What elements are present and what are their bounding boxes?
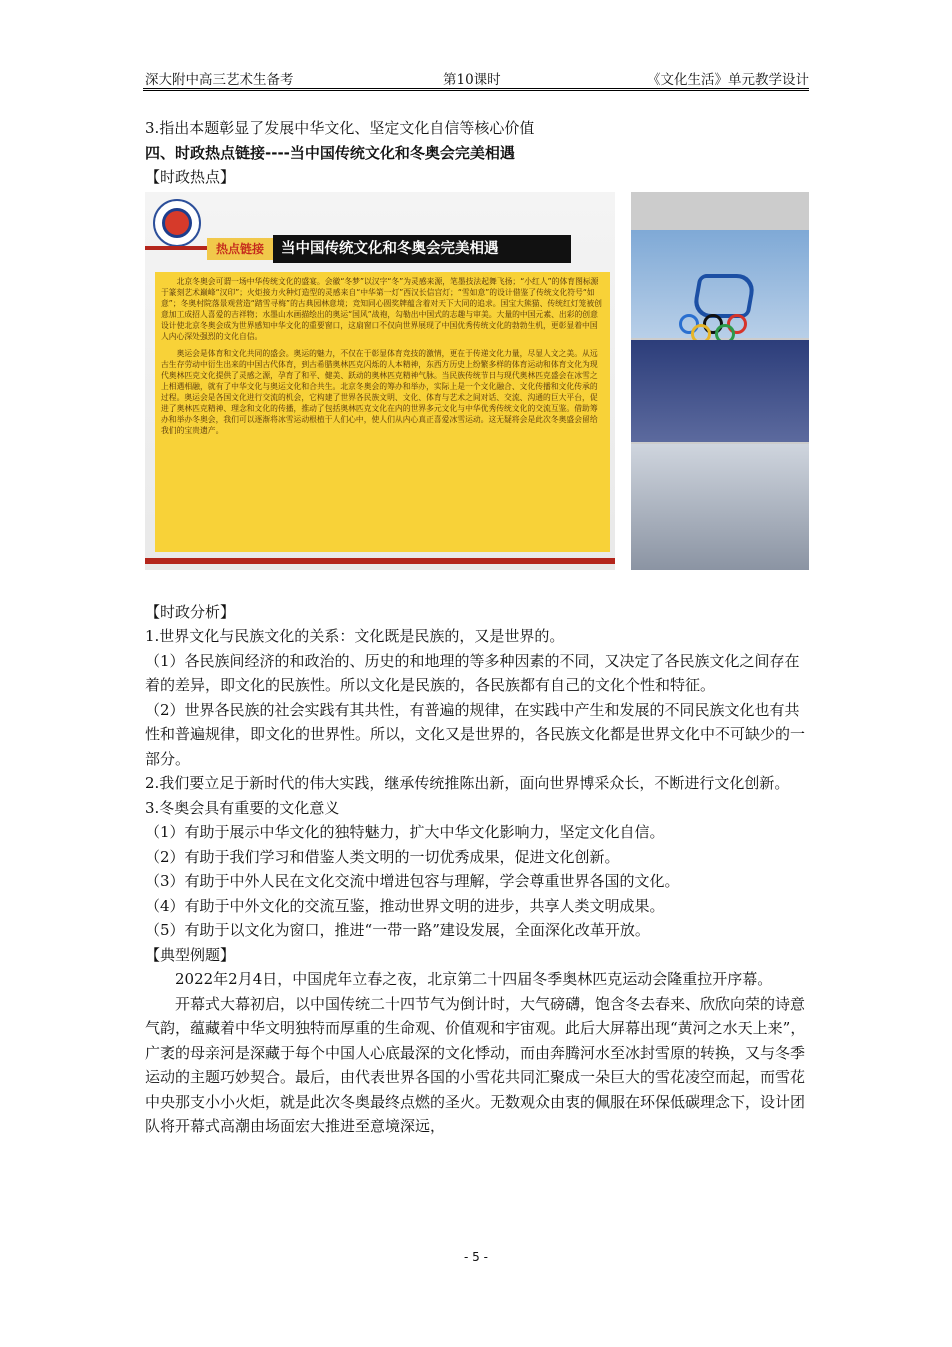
significance-item: （2）有助于我们学习和借鉴人类文明的一切优秀成果，促进文化创新。 [145,847,620,866]
decor-bottom-bar [145,558,615,564]
hot-link-tag: 热点链接 [207,238,273,260]
school-logo-icon [153,199,201,247]
header-left-text: 深大附中高三艺术生备考 [145,72,294,88]
example-paragraph-2: 开幕式大幕初启，以中国传统二十四节气为倒计时，大气磅礴，饱含冬去春来、欣欣向荣的诗意气韵，蕴藏着中华文明独特而厚重的生命观、价值观和宇宙观。此后大屏幕出现“黄河之水天上来”，广袤的母亲河是深藏于每个中国人心底最深的文化悸动，而由奔腾河水至冰封雪原的转换，又与冬季运动的主题巧妙契合。最后，由代表世界各国的小雪花共同汇聚成一朵巨大的雪花凌空而起，而雪花中央那支小小火炬，就是此次冬奥最终点燃的圣火。无数观众由衷的佩服在环保低碳理念下，设计团队将开幕式高潮由场面宏大推进至意境深远， [145,994,806,1135]
hotspot-label: 【时政热点】 [145,168,236,186]
significance-item: （3）有助于中外人民在文化交流中增进包容与理解，学会尊重世界各国的文化。 [145,872,680,890]
slide-banner-title: 当中国传统文化和冬奥会完美相遇 [273,235,571,263]
point-3: 3.指出本题彰显了发展中华文化、坚定文化自信等核心价值 [145,119,535,137]
slide-paragraph-2: 奥运会是体育和文化共同的盛会。奥运的魅力，不仅在于彰显体育竞技的激情，更在于传递文化力量，尽显人文之美。从远古生存劳动中衍生出来的中国古代体育，到古希腊奥林匹克闪烁的人本精神，东西方历史上纷繁多样的体育运动和体育文化为现代奥林匹克文化提供了灵感之源，孕育了和平、健美、跃动的奥林匹克精神气脉。当民族传统节日与现代奥林匹克盛会在冰雪之上相遇相融，就有了中华文化与奥运文化和合共生。北京冬奥会的筹办和举办，实际上是一个文化融合、文化传播和文化传承的过程。奥运会是各国文化进行交流的机会，它构建了世界各民族文明、文化、体育与艺术之间对话、交流、沟通的巨大平台，促进了奥林匹克精神、理念和文化的传播，推动了包括奥林匹克文化在内的世界多元文化与中华优秀传统文化的交流互鉴。借助筹办和举办冬奥会，我们可以逐渐将冰雪运动根植于人们心中，使人们从内心真正喜爱冰雪运动。这无疑将会是此次冬奥盛会留给我们的宝贵遗产。 [161,348,598,435]
hotspot-figure [145,192,809,570]
header-lesson: 第10课时 [443,72,501,88]
header-right-text: 《文化生活》单元教学设计 [647,72,809,88]
example-label: 【典型例题】 [145,945,236,964]
significance-item: （4）有助于中外文化的交流互鉴，推动世界文明的进步，共享人类文明成果。 [145,896,665,915]
analysis-label: 【时政分析】 [145,602,236,621]
analysis-point-1a: （1）各民族间经济的和政治的、历史的和地理的等多种因素的不同，又决定了各民族文化之间存在着的差异，即文化的民族性。所以文化是民族的，各民族都有自己的文化个性和特征。 [145,651,800,694]
page-number: - 5 - [464,1250,488,1264]
winter-olympics-emblem-icon [691,274,757,318]
page-header [143,66,809,89]
hotspot-slide [145,192,615,570]
olympic-photos [631,192,809,570]
section-title: 四、时政热点链接----当中国传统文化和冬奥会完美相遇 [145,143,515,162]
decor-red-line [145,246,211,250]
document-body [145,116,809,1139]
mascot-photo [631,444,809,570]
analysis-point-1b: （2）世界各民族的社会实践有其共性，有普遍的规律，在实践中产生和发展的不同民族文化也有共性和普遍规律，即文化的世界性。所以，文化又是世界的，各民族文化都是世界文化中不可缺少的一部分。 [145,700,806,768]
analysis-point-1: 1.世界文化与民族文化的关系：文化既是民族的，又是世界的。 [145,627,565,645]
olympic-uniforms-photo [631,340,809,442]
example-paragraph-1: 2022年2月4日，中国虎年立春之夜，北京第二十四届冬季奥林匹克运动会隆重拉开序幕。 [175,970,773,988]
slide-paragraph-1: 北京冬奥会可谓一场中华传统文化的盛宴。会徽“冬梦”以汉字“冬”为灵感来源，笔墨技法起舞飞扬；“小红人”的体育图标源于篆刻艺术巅峰“汉印”；火炬接力火种灯造型的灵感来自“中华第一灯”西汉长信宫灯；“雪如意”的设计借鉴了传统文化符号“如意”；冬奥村院落景观营造“踏雪寻梅”的古典园林意境；竞知同心圆奖牌蕴含着对天下大同的追求。国宝大熊猫、传统红灯笼被创意加工成招人喜爱的吉祥物；水墨山水画描绘出的奥运“国风”战袍，勾勒出中国式的志趣与审美。大量的中国元素、出彩的创意设计使北京冬奥会成为世界感知中华文化的重要窗口，这扇窗口不仅向世界展现了中国优秀传统文化的勃勃生机，更彰显着中国人内心深处强烈的文化自信。 [161,276,602,341]
analysis-point-3: 3.冬奥会具有重要的文化意义 [145,798,340,817]
significance-item: （5）有助于以文化为窗口，推进“一带一路”建设发展，全面深化改革开放。 [145,921,650,939]
olympic-emblem-photo [631,230,809,338]
analysis-point-2: 2.我们要立足于新时代的伟大实践，继承传统推陈出新，面向世界博采众长，不断进行文化创新。 [145,774,790,792]
slide-text-box [155,272,610,552]
significance-item: （1）有助于展示中华文化的独特魅力，扩大中华文化影响力，坚定文化自信。 [145,823,665,841]
